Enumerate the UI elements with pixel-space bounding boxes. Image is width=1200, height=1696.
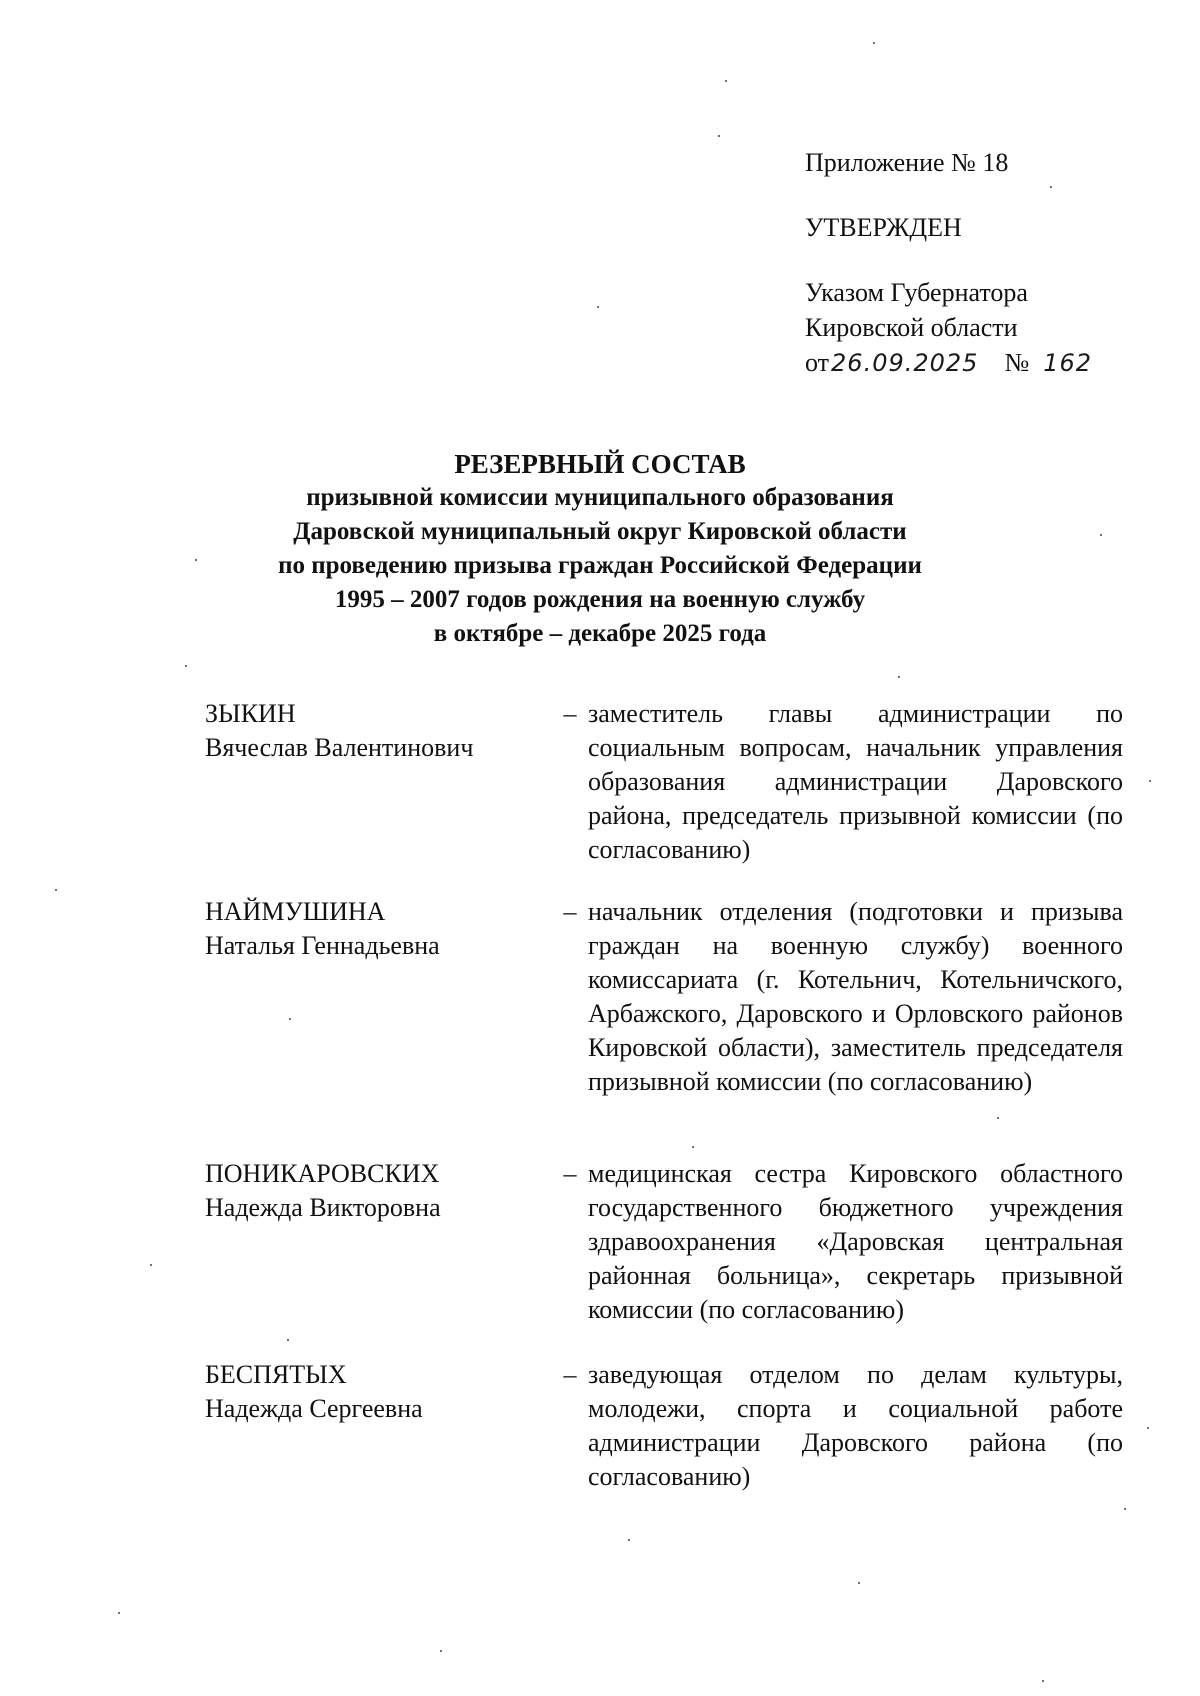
scan-speck (1050, 186, 1052, 188)
scan-speck (628, 1539, 630, 1541)
member-surname: ЗЫКИН (205, 699, 296, 728)
decree-date-line (805, 345, 1092, 381)
title-line-6: в октябре – декабре 2025 года (433, 620, 767, 647)
scan-speck (118, 1612, 120, 1614)
member-dash: – (563, 1360, 577, 1389)
member-surname: ПОНИКАРОВСКИХ (205, 1159, 440, 1188)
scan-speck (858, 1582, 860, 1584)
scan-speck (185, 665, 187, 667)
document-title (200, 447, 1000, 651)
scan-speck (55, 889, 57, 891)
member-role: медицинская сестра Кировского областного государственного бюджетного учреждения здравоохранения «Даровская центральная районная больница», секретарь призывной комиссии (по согласованию) (588, 1159, 1123, 1324)
scan-speck (287, 1339, 289, 1341)
member-name (205, 1157, 545, 1225)
decree-line-2: Кировской области (805, 313, 1018, 342)
scan-speck (1147, 1427, 1149, 1429)
member-given-names: Вячеслав Валентинович (205, 733, 474, 762)
scan-speck (898, 676, 900, 678)
title-line-5: 1995 – 2007 годов рождения на военную службу (334, 586, 866, 613)
member-name (205, 895, 545, 963)
scan-speck (692, 1146, 694, 1148)
scan-speck (1124, 1508, 1126, 1510)
number-sign: № (1004, 348, 1030, 377)
scan-speck (150, 1264, 152, 1266)
scan-speck (1100, 534, 1102, 536)
member-given-names: Наталья Геннадьевна (205, 931, 440, 960)
member-dash: – (563, 699, 577, 728)
handwritten-date: 26.09.2025 (831, 349, 979, 377)
member-dash: – (563, 1159, 577, 1188)
member-role: заместитель главы администрации по социальным вопросам, начальник управления образования администрации Даровского района, председатель призывной комиссии (по согласованию) (588, 699, 1123, 864)
title-main: РЕЗЕРВНЫЙ СОСТАВ (454, 449, 746, 479)
member-name (205, 1358, 545, 1426)
scan-speck (873, 42, 875, 44)
scan-speck (718, 135, 720, 137)
member-role: заведующая отделом по делам культуры, молодежи, спорта и социальной работе администрации Даровского района (по согласованию) (588, 1360, 1123, 1491)
member-given-names: Надежда Сергеевна (205, 1394, 423, 1423)
title-line-4: по проведению призыва граждан Российской Федерации (278, 552, 922, 579)
member-surname: НАЙМУШИНА (205, 897, 386, 926)
decree-line-1: Указом Губернатора (805, 278, 1028, 307)
scan-speck (289, 1018, 291, 1020)
appendix-number: Приложение № 18 (805, 148, 1009, 177)
scan-speck (1042, 1680, 1044, 1682)
member-given-names: Надежда Викторовна (205, 1193, 441, 1222)
member-name (205, 697, 545, 765)
handwritten-number: 162 (1043, 349, 1093, 377)
scan-speck (997, 1117, 999, 1119)
scan-speck (195, 559, 197, 561)
decree-date-prefix: от (805, 348, 830, 377)
scan-speck (440, 1650, 442, 1652)
approved-label: УТВЕРЖДЕН (805, 213, 962, 242)
member-dash: – (563, 897, 577, 926)
title-line-2: призывной комиссии муниципального образования (306, 484, 894, 511)
title-line-3: Даровской муниципальный округ Кировской области (293, 518, 907, 545)
member-surname: БЕСПЯТЫХ (205, 1360, 347, 1389)
scan-speck (1149, 780, 1151, 782)
scan-speck (725, 80, 727, 82)
member-role: начальник отделения (подготовки и призыва граждан на военную службу) военного комиссариата (г. Котельнич, Котельничского, Арбажского, Даровского и Орловского районов Кировской области), заместитель председателя призывной комиссии (по согласованию) (588, 897, 1123, 1096)
scan-speck (597, 306, 599, 308)
